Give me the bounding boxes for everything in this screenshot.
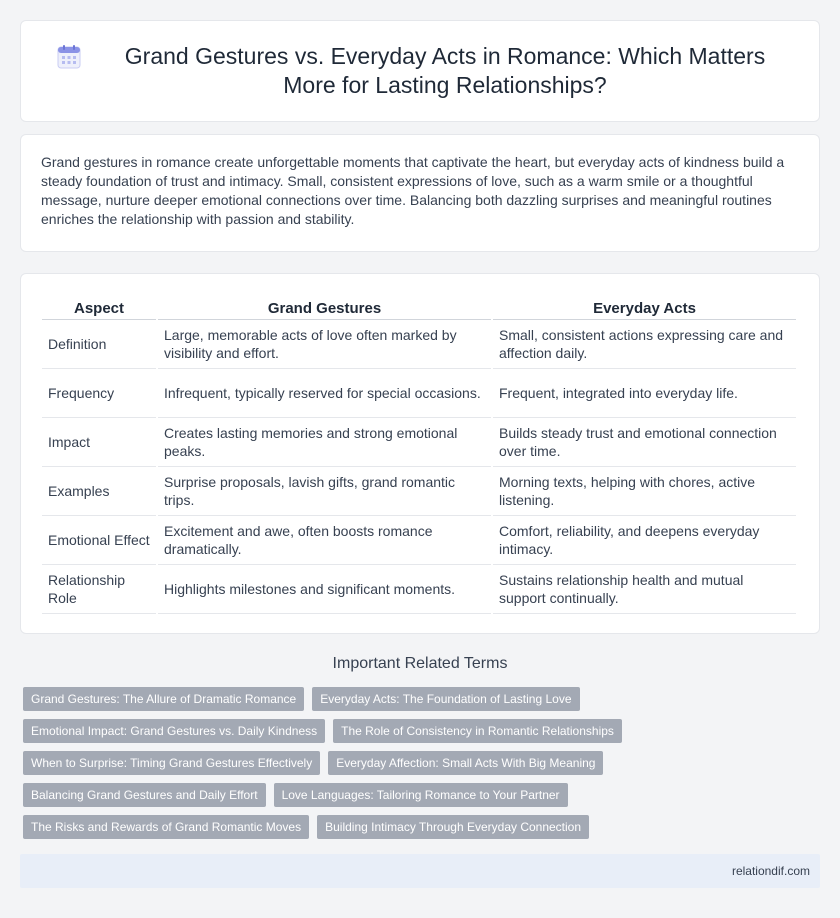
intro-text: Grand gestures in romance create unforgettable moments that captivate the heart, but everyday acts of kindness build a steady foundation of trust and intimacy. Small, consistent expressions of love, such as a warm smile or a thoughtful message, nurture deeper emotional connections over time. Balancing both dazzling surprises and meaningful routines enriches the relationship with passion and stability. [41, 154, 785, 227]
table-row [42, 516, 796, 565]
aspect-cell: Relationship Role [42, 565, 156, 614]
table-row [42, 369, 796, 418]
related-term-link[interactable]: Everyday Acts: The Foundation of Lasting Love [312, 687, 579, 711]
related-term-link[interactable]: The Role of Consistency in Romantic Relationships [333, 719, 622, 743]
table-row [42, 565, 796, 614]
aspect-cell: Frequency [42, 369, 156, 418]
grand-gestures-cell: Highlights milestones and significant moments. [158, 565, 491, 614]
aspect-cell: Impact [42, 418, 156, 467]
footer [20, 854, 820, 888]
column-header-aspect: Aspect [42, 294, 156, 320]
aspect-cell: Examples [42, 467, 156, 516]
related-term-link[interactable]: Love Languages: Tailoring Romance to Your Partner [274, 783, 568, 807]
related-terms-heading: Important Related Terms [332, 655, 508, 672]
column-header-everyday-acts: Everyday Acts [493, 294, 796, 320]
aspect-cell: Emotional Effect [42, 516, 156, 565]
grand-gestures-cell: Infrequent, typically reserved for special occasions. [158, 369, 491, 418]
table-row [42, 320, 796, 369]
site-name[interactable]: relationdif.com [731, 864, 810, 878]
grand-gestures-cell: Large, memorable acts of love often marked by visibility and effort. [158, 320, 491, 369]
related-terms-list [23, 687, 823, 847]
calendar-icon [55, 43, 83, 71]
comparison-card [20, 273, 820, 634]
everyday-acts-cell: Builds steady trust and emotional connection over time. [493, 418, 796, 467]
everyday-acts-cell: Sustains relationship health and mutual support continually. [493, 565, 796, 614]
intro-card [20, 134, 820, 252]
header-card [20, 20, 820, 122]
grand-gestures-cell: Creates lasting memories and strong emotional peaks. [158, 418, 491, 467]
everyday-acts-cell: Frequent, integrated into everyday life. [493, 369, 796, 418]
everyday-acts-cell: Comfort, reliability, and deepens everyday intimacy. [493, 516, 796, 565]
related-term-link[interactable]: Grand Gestures: The Allure of Dramatic Romance [23, 687, 304, 711]
related-term-link[interactable]: Balancing Grand Gestures and Daily Effort [23, 783, 266, 807]
related-term-link[interactable]: Emotional Impact: Grand Gestures vs. Daily Kindness [23, 719, 325, 743]
related-term-link[interactable]: Everyday Affection: Small Acts With Big Meaning [328, 751, 603, 775]
related-term-link[interactable]: The Risks and Rewards of Grand Romantic Moves [23, 815, 309, 839]
grand-gestures-cell: Excitement and awe, often boosts romance dramatically. [158, 516, 491, 565]
related-term-link[interactable]: When to Surprise: Timing Grand Gestures Effectively [23, 751, 320, 775]
page-title: Grand Gestures vs. Everyday Acts in Romance: Which Matters More for Lasting Relationships? [124, 43, 766, 98]
table-row [42, 418, 796, 467]
comparison-table [40, 294, 798, 614]
everyday-acts-cell: Morning texts, helping with chores, active listening. [493, 467, 796, 516]
grand-gestures-cell: Surprise proposals, lavish gifts, grand romantic trips. [158, 467, 491, 516]
everyday-acts-cell: Small, consistent actions expressing care and affection daily. [493, 320, 796, 369]
table-header-row [42, 294, 796, 320]
related-term-link[interactable]: Building Intimacy Through Everyday Connection [317, 815, 589, 839]
table-row [42, 467, 796, 516]
column-header-grand-gestures: Grand Gestures [158, 294, 491, 320]
aspect-cell: Definition [42, 320, 156, 369]
